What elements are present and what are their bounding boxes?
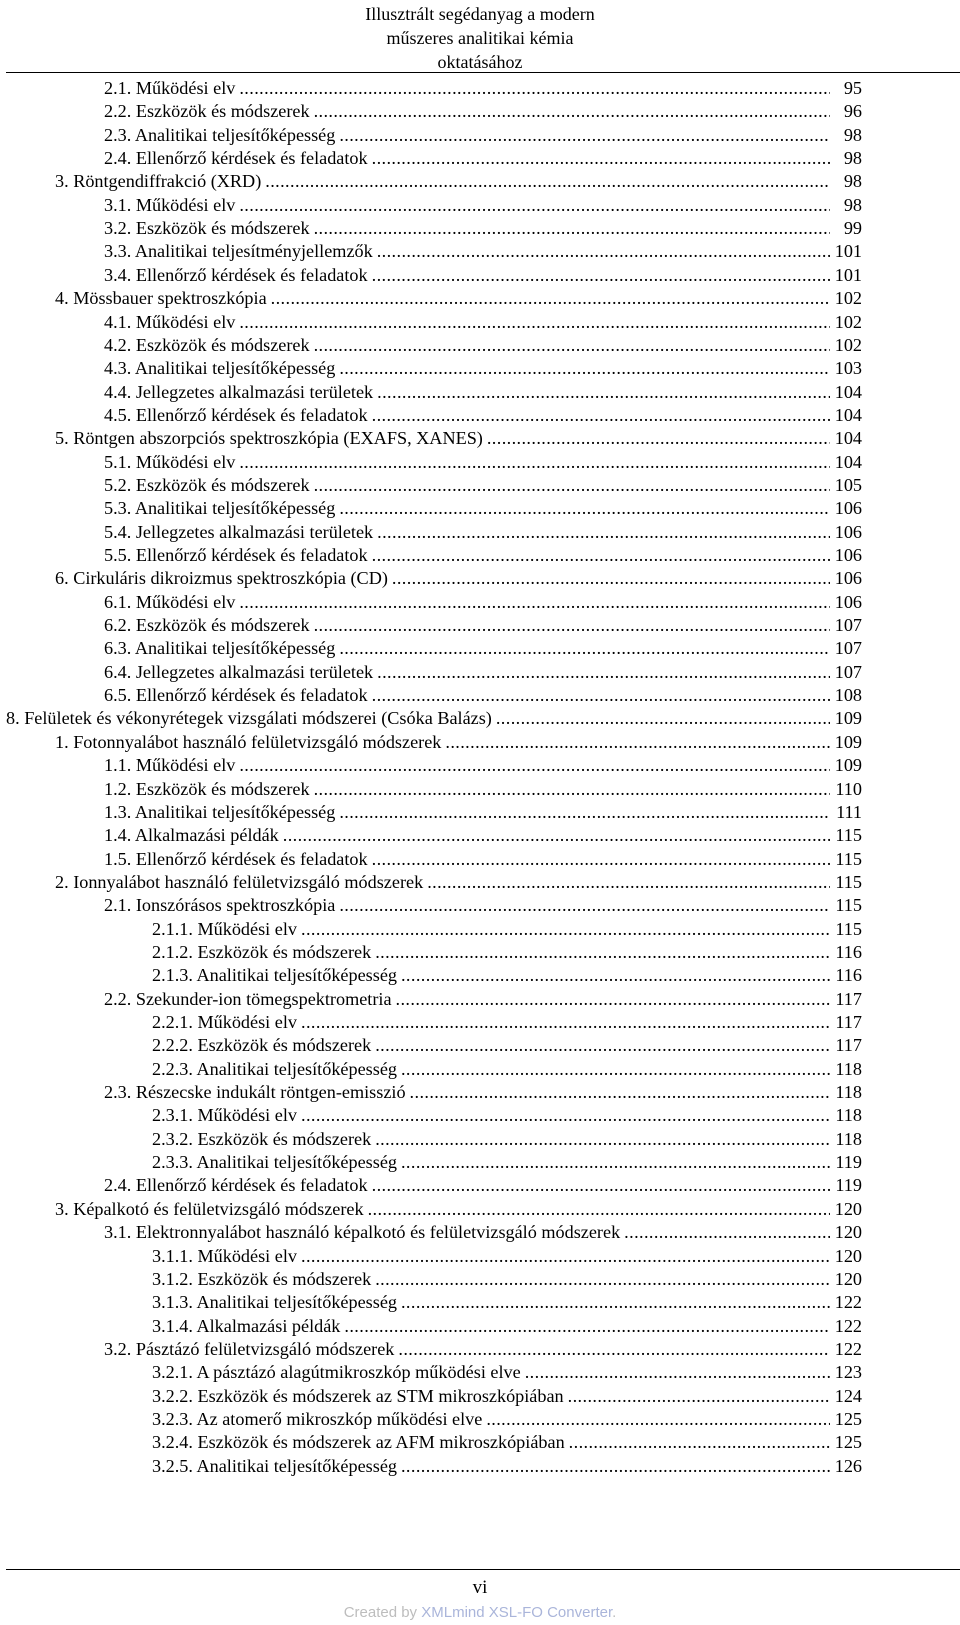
toc-entry-label: 3.2.3. Az atomerő mikroszkóp működési elve bbox=[152, 1408, 483, 1429]
toc-entry-label: 2.2. Szekunder-ion tömegspektrometria bbox=[104, 988, 392, 1009]
toc-dot-leader bbox=[314, 473, 830, 497]
toc-entry[interactable] bbox=[104, 987, 862, 1011]
toc-entry-label: 3.1. Működési elv bbox=[104, 194, 236, 215]
toc-dot-leader bbox=[339, 800, 830, 824]
toc-dot-leader bbox=[314, 216, 830, 240]
credit-prefix: Created by bbox=[343, 1604, 422, 1621]
toc-dot-leader bbox=[239, 193, 830, 217]
toc-entry[interactable] bbox=[152, 1127, 862, 1151]
toc-entry-page: 125 bbox=[834, 1432, 862, 1453]
toc-entry[interactable] bbox=[104, 496, 862, 520]
page-number: vi bbox=[472, 1577, 488, 1598]
toc-dot-leader bbox=[624, 1220, 830, 1244]
toc-entry-page: 118 bbox=[835, 1082, 862, 1103]
toc-entry-page: 125 bbox=[834, 1408, 862, 1429]
converter-credit bbox=[0, 1603, 960, 1623]
toc-dot-leader bbox=[377, 239, 830, 263]
toc-dot-leader bbox=[568, 1384, 830, 1408]
toc-dot-leader bbox=[392, 566, 830, 590]
toc-entry-page: 106 bbox=[834, 591, 862, 612]
toc-dot-leader bbox=[314, 777, 830, 801]
toc-entry[interactable] bbox=[104, 893, 862, 917]
toc-entry-label: 3.2.1. A pásztázó alagútmikroszkóp működési elve bbox=[152, 1362, 521, 1383]
toc-entry[interactable] bbox=[55, 870, 862, 894]
toc-entry-label: 5. Röntgen abszorpciós spektroszkópia (EXAFS, XANES) bbox=[55, 428, 483, 449]
footer-divider bbox=[6, 1569, 960, 1570]
toc-dot-leader bbox=[265, 169, 830, 193]
toc-entry[interactable] bbox=[104, 683, 862, 707]
toc-entry[interactable] bbox=[104, 310, 862, 334]
toc-entry-label: 2.3. Részecske indukált röntgen-emisszió bbox=[104, 1082, 406, 1103]
toc-entry[interactable] bbox=[55, 426, 862, 450]
toc-entry-label: 2.1. Működési elv bbox=[104, 78, 236, 98]
toc-dot-leader bbox=[410, 1080, 830, 1104]
toc-entry-page: 102 bbox=[834, 311, 862, 332]
toc-entry-label: 5.3. Analitikai teljesítőképesség bbox=[104, 498, 336, 519]
toc-entry-page: 120 bbox=[834, 1245, 862, 1266]
toc-entry-label: 3.1.1. Működési elv bbox=[152, 1245, 297, 1266]
toc-entry-label: 5.1. Működési elv bbox=[104, 451, 236, 472]
toc-entry-label: 3.4. Ellenőrző kérdések és feladatok bbox=[104, 264, 368, 285]
toc-entry-label: 5.2. Eszközök és módszerek bbox=[104, 474, 310, 495]
toc-dot-leader bbox=[239, 450, 830, 474]
toc-entry-page: 96 bbox=[843, 101, 862, 122]
toc-dot-leader bbox=[401, 963, 830, 987]
toc-dot-leader bbox=[398, 1337, 830, 1361]
toc-entry-label: 2.2. Eszközök és módszerek bbox=[104, 101, 310, 122]
toc-entry-label: 3. Képalkotó és felületvizsgáló módszerek bbox=[55, 1198, 364, 1219]
toc-entry-label: 6.2. Eszközök és módszerek bbox=[104, 615, 310, 636]
toc-entry[interactable] bbox=[104, 777, 862, 801]
toc-entry-label: 2.2.3. Analitikai teljesítőképesség bbox=[152, 1058, 397, 1079]
toc-entry-page: 117 bbox=[835, 1035, 862, 1056]
toc-dot-leader bbox=[427, 870, 830, 894]
toc-entry-page: 98 bbox=[843, 124, 862, 145]
toc-entry[interactable] bbox=[104, 660, 862, 684]
toc-dot-leader bbox=[377, 380, 830, 404]
toc-dot-leader bbox=[239, 590, 830, 614]
toc-entry-label: 3.2. Eszközök és módszerek bbox=[104, 218, 310, 239]
toc-entry-label: 3.2.4. Eszközök és módszerek az AFM mikroszkópiában bbox=[152, 1432, 565, 1453]
toc-dot-leader bbox=[314, 333, 830, 357]
toc-entry[interactable] bbox=[152, 1267, 862, 1291]
header-divider bbox=[6, 72, 960, 73]
toc-entry-page: 104 bbox=[834, 404, 862, 425]
toc-entry-label: 2.1.2. Eszközök és módszerek bbox=[152, 941, 372, 962]
toc-entry-page: 124 bbox=[834, 1385, 862, 1406]
toc-entry-page: 108 bbox=[834, 685, 862, 706]
toc-entry-label: 2.3.1. Működési elv bbox=[152, 1105, 297, 1126]
toc-entry-label: 2.1. Ionszórásos spektroszkópia bbox=[104, 895, 336, 916]
toc-entry-label: 2.4. Ellenőrző kérdések és feladatok bbox=[104, 148, 368, 169]
toc-dot-leader bbox=[401, 1454, 830, 1478]
toc-entry-page: 98 bbox=[843, 194, 862, 215]
toc-entry-page: 115 bbox=[835, 918, 862, 939]
toc-entry-page: 101 bbox=[834, 241, 862, 262]
toc-entry[interactable] bbox=[104, 636, 862, 660]
toc-entry[interactable] bbox=[104, 239, 862, 263]
toc-dot-leader bbox=[339, 123, 830, 147]
toc-entry-page: 126 bbox=[834, 1455, 862, 1476]
toc-entry[interactable] bbox=[6, 706, 862, 730]
toc-entry-label: 2.3.3. Analitikai teljesítőképesség bbox=[152, 1152, 397, 1173]
toc-entry[interactable] bbox=[152, 1430, 862, 1454]
toc-entry-page: 119 bbox=[835, 1175, 862, 1196]
toc-entry[interactable] bbox=[152, 917, 862, 941]
header-line-3: oktatásához bbox=[437, 52, 523, 72]
toc-dot-leader bbox=[239, 76, 830, 100]
toc-dot-leader bbox=[372, 263, 830, 287]
toc-entry[interactable] bbox=[152, 1407, 862, 1431]
toc-entry-page: 118 bbox=[835, 1105, 862, 1126]
toc-entry[interactable] bbox=[104, 146, 862, 170]
toc-entry-page: 107 bbox=[834, 661, 862, 682]
toc-dot-leader bbox=[372, 403, 830, 427]
toc-entry-label: 2.1.1. Működési elv bbox=[152, 918, 297, 939]
toc-entry[interactable] bbox=[152, 1103, 862, 1127]
credit-link[interactable]: XMLmind XSL-FO Converter bbox=[421, 1604, 613, 1621]
toc-entry[interactable] bbox=[104, 356, 862, 380]
toc-entry-page: 122 bbox=[834, 1338, 862, 1359]
toc-entry-label: 3.1.3. Analitikai teljesítőképesség bbox=[152, 1292, 397, 1313]
toc-entry[interactable] bbox=[104, 1080, 862, 1104]
toc-entry-page: 110 bbox=[835, 778, 862, 799]
toc-entry[interactable] bbox=[55, 566, 862, 590]
toc-entry-page: 120 bbox=[834, 1222, 862, 1243]
toc-entry[interactable] bbox=[104, 263, 862, 287]
toc-entry-label: 3.3. Analitikai teljesítményjellemzők bbox=[104, 241, 373, 262]
toc-dot-leader bbox=[301, 1103, 830, 1127]
toc-entry-label: 5.5. Ellenőrző kérdések és feladatok bbox=[104, 545, 368, 565]
toc-entry-page: 98 bbox=[843, 171, 862, 192]
toc-dot-leader bbox=[375, 1127, 830, 1151]
toc-entry[interactable] bbox=[104, 123, 862, 147]
toc-entry[interactable] bbox=[152, 1010, 862, 1034]
toc-dot-leader bbox=[525, 1360, 830, 1384]
toc-dot-leader bbox=[339, 636, 830, 660]
toc-entry-page: 111 bbox=[836, 801, 862, 822]
toc-entry-label: 1.1. Működési elv bbox=[104, 755, 236, 776]
toc-entry-label: 2.2.2. Eszközök és módszerek bbox=[152, 1035, 372, 1056]
toc-entry-page: 109 bbox=[834, 755, 862, 776]
toc-entry-page: 120 bbox=[834, 1198, 862, 1219]
toc-dot-leader bbox=[372, 146, 830, 170]
toc-entry-label: 4.3. Analitikai teljesítőképesség bbox=[104, 358, 336, 379]
toc-entry-label: 2.2.1. Működési elv bbox=[152, 1012, 297, 1032]
toc-entry-label: 2.3.2. Eszközök és módszerek bbox=[152, 1128, 372, 1149]
toc-entry-label: 2.4. Ellenőrző kérdések és feladatok bbox=[104, 1175, 368, 1196]
toc-entry-label: 3.2.2. Eszközök és módszerek az STM mikroszkópiában bbox=[152, 1385, 564, 1406]
toc-dot-leader bbox=[377, 520, 830, 544]
toc-entry-label: 4.5. Ellenőrző kérdések és feladatok bbox=[104, 404, 368, 425]
header-line-2: műszeres analitikai kémia bbox=[386, 28, 574, 48]
toc-entry-page: 115 bbox=[835, 895, 862, 916]
toc-dot-leader bbox=[401, 1290, 830, 1314]
toc-dot-leader bbox=[344, 1314, 830, 1338]
toc-dot-leader bbox=[239, 753, 830, 777]
toc-entry-page: 115 bbox=[835, 871, 862, 892]
toc-entry-page: 123 bbox=[834, 1362, 862, 1383]
toc-entry-label: 3.2.5. Analitikai teljesítőképesség bbox=[152, 1455, 397, 1476]
toc-entry-label: 4.2. Eszközök és módszerek bbox=[104, 334, 310, 355]
toc-entry[interactable] bbox=[55, 1197, 862, 1221]
running-header bbox=[0, 2, 960, 74]
toc-dot-leader bbox=[339, 893, 830, 917]
toc-dot-leader bbox=[372, 683, 830, 707]
toc-entry[interactable] bbox=[104, 823, 862, 847]
toc-entry[interactable] bbox=[152, 940, 862, 964]
toc-dot-leader bbox=[486, 1407, 830, 1431]
toc-entry-page: 106 bbox=[834, 521, 862, 542]
toc-entry[interactable] bbox=[104, 1220, 862, 1244]
toc-entry[interactable] bbox=[104, 1337, 862, 1361]
toc-entry[interactable] bbox=[104, 193, 862, 217]
toc-entry-label: 6. Cirkuláris dikroizmus spektroszkópia (CD) bbox=[55, 568, 388, 589]
toc-entry[interactable] bbox=[152, 1314, 862, 1338]
toc-entry[interactable] bbox=[104, 76, 862, 100]
toc-entry[interactable] bbox=[104, 216, 862, 240]
toc-entry-page: 99 bbox=[843, 218, 862, 239]
toc-entry-label: 3.2. Pásztázó felületvizsgáló módszerek bbox=[104, 1338, 395, 1359]
toc-entry-label: 6.1. Működési elv bbox=[104, 591, 236, 612]
toc-entry-page: 102 bbox=[834, 288, 862, 309]
toc-entry-label: 3.1.4. Alkalmazási példák bbox=[152, 1315, 341, 1336]
toc-entry[interactable] bbox=[104, 753, 862, 777]
toc-entry-label: 4.4. Jellegzetes alkalmazási területek bbox=[104, 381, 374, 402]
toc-entry-label: 5.4. Jellegzetes alkalmazási területek bbox=[104, 521, 374, 542]
toc-entry-label: 1.4. Alkalmazási példák bbox=[104, 825, 279, 846]
toc-dot-leader bbox=[283, 823, 830, 847]
toc-entry-label: 1.3. Analitikai teljesítőképesség bbox=[104, 801, 336, 822]
header-line-1: Illusztrált segédanyag a modern bbox=[365, 4, 595, 24]
toc-entry-label: 6.3. Analitikai teljesítőképesség bbox=[104, 638, 336, 659]
toc-entry[interactable] bbox=[55, 730, 862, 754]
toc-dot-leader bbox=[377, 660, 830, 684]
toc-dot-leader bbox=[401, 1150, 830, 1174]
toc-dot-leader bbox=[339, 496, 830, 520]
toc-dot-leader bbox=[396, 987, 830, 1011]
toc-entry-page: 118 bbox=[835, 1058, 862, 1079]
toc-dot-leader bbox=[372, 847, 830, 871]
toc-entry-label: 4.1. Működési elv bbox=[104, 311, 236, 332]
toc-dot-leader bbox=[372, 1173, 830, 1197]
toc-entry[interactable] bbox=[152, 1150, 862, 1174]
toc-entry[interactable] bbox=[55, 286, 862, 310]
toc-entry-page: 116 bbox=[835, 941, 862, 962]
toc-entry[interactable] bbox=[104, 800, 862, 824]
toc-entry[interactable] bbox=[152, 1033, 862, 1057]
toc-entry[interactable] bbox=[152, 1290, 862, 1314]
toc-entry-label: 4. Mössbauer spektroszkópia bbox=[55, 288, 267, 309]
toc-entry-page: 119 bbox=[835, 1152, 862, 1173]
toc-entry[interactable] bbox=[104, 613, 862, 637]
toc-entry-page: 104 bbox=[834, 451, 862, 472]
toc-entry-label: 6.4. Jellegzetes alkalmazási területek bbox=[104, 661, 374, 682]
toc-dot-leader bbox=[339, 356, 830, 380]
toc-dot-leader bbox=[401, 1057, 830, 1081]
toc-entry[interactable] bbox=[152, 1244, 862, 1268]
toc-entry-page: 103 bbox=[834, 358, 862, 379]
toc-entry-page: 98 bbox=[843, 148, 862, 169]
toc-dot-leader bbox=[496, 706, 830, 730]
toc-dot-leader bbox=[375, 940, 830, 964]
toc-entry[interactable] bbox=[104, 1173, 862, 1197]
toc-entry-page: 101 bbox=[834, 264, 862, 285]
toc-entry-page: 109 bbox=[834, 708, 862, 729]
toc-dot-leader bbox=[301, 1244, 830, 1268]
toc-entry[interactable] bbox=[104, 847, 862, 871]
toc-entry-page: 116 bbox=[835, 965, 862, 986]
toc-entry-label: 1. Fotonnyalábot használó felületvizsgáló módszerek bbox=[55, 731, 442, 752]
toc-entry-label: 6.5. Ellenőrző kérdések és feladatok bbox=[104, 685, 368, 706]
toc-entry[interactable] bbox=[104, 520, 862, 544]
toc-entry-page: 106 bbox=[834, 545, 862, 565]
toc-entry-page: 95 bbox=[843, 78, 862, 98]
toc-entry-page: 122 bbox=[834, 1315, 862, 1336]
toc-dot-leader bbox=[301, 1010, 830, 1034]
toc-entry-page: 115 bbox=[835, 848, 862, 869]
toc-entry[interactable] bbox=[104, 99, 862, 123]
toc-entry[interactable] bbox=[152, 1360, 862, 1384]
toc-entry-page: 122 bbox=[834, 1292, 862, 1313]
toc-entry-page: 104 bbox=[834, 381, 862, 402]
toc-entry[interactable] bbox=[104, 450, 862, 474]
toc-entry-page: 107 bbox=[834, 638, 862, 659]
toc-entry-page: 117 bbox=[835, 1012, 862, 1032]
toc-dot-leader bbox=[569, 1430, 830, 1454]
toc-entry-page: 118 bbox=[835, 1128, 862, 1149]
toc-dot-leader bbox=[375, 1033, 830, 1057]
toc-entry[interactable] bbox=[104, 403, 862, 427]
toc-entry-page: 105 bbox=[834, 474, 862, 495]
toc-entry[interactable] bbox=[104, 590, 862, 614]
toc-entry-label: 3. Röntgendiffrakció (XRD) bbox=[55, 171, 262, 192]
toc-dot-leader bbox=[375, 1267, 830, 1291]
toc-entry-page: 120 bbox=[834, 1268, 862, 1289]
toc-entry-label: 2.3. Analitikai teljesítőképesség bbox=[104, 124, 336, 145]
toc-dot-leader bbox=[301, 917, 830, 941]
credit-suffix: . bbox=[612, 1604, 617, 1621]
toc-entry[interactable] bbox=[152, 963, 862, 987]
toc-entry[interactable] bbox=[152, 1384, 862, 1408]
toc-dot-leader bbox=[487, 426, 830, 450]
toc-entry-page: 104 bbox=[834, 428, 862, 449]
toc-entry[interactable] bbox=[152, 1057, 862, 1081]
toc-entry-label: 3.1. Elektronnyalábot használó képalkotó és felületvizsgáló módszerek bbox=[104, 1222, 621, 1243]
toc-entry-label: 8. Felületek és vékonyrétegek vizsgálati módszerei (Csóka Balázs) bbox=[6, 708, 492, 729]
toc-dot-leader bbox=[271, 286, 830, 310]
toc-entry-page: 107 bbox=[834, 615, 862, 636]
toc-entry-label: 2. Ionnyalábot használó felületvizsgáló módszerek bbox=[55, 871, 424, 892]
toc-entry-page: 106 bbox=[834, 568, 862, 589]
toc-entry[interactable] bbox=[104, 473, 862, 497]
toc-entry-page: 106 bbox=[834, 498, 862, 519]
toc-dot-leader bbox=[239, 310, 830, 334]
toc-entry[interactable] bbox=[104, 380, 862, 404]
toc-entry-label: 1.2. Eszközök és módszerek bbox=[104, 778, 310, 799]
toc-entry[interactable] bbox=[152, 1454, 862, 1478]
toc-entry-page: 117 bbox=[835, 988, 862, 1009]
toc-dot-leader bbox=[372, 543, 830, 567]
toc-dot-leader bbox=[314, 613, 830, 637]
toc-entry[interactable] bbox=[104, 543, 862, 567]
toc-dot-leader bbox=[314, 99, 830, 123]
toc-dot-leader bbox=[445, 730, 830, 754]
toc-dot-leader bbox=[368, 1197, 830, 1221]
toc-entry-page: 109 bbox=[834, 731, 862, 752]
toc-entry-label: 1.5. Ellenőrző kérdések és feladatok bbox=[104, 848, 368, 869]
toc-entry-page: 102 bbox=[834, 334, 862, 355]
toc-entry-label: 3.1.2. Eszközök és módszerek bbox=[152, 1268, 372, 1289]
toc-entry-page: 115 bbox=[835, 825, 862, 846]
toc-entry[interactable] bbox=[104, 333, 862, 357]
toc-entry-label: 2.1.3. Analitikai teljesítőképesség bbox=[152, 965, 397, 986]
toc-entry[interactable] bbox=[55, 169, 862, 193]
